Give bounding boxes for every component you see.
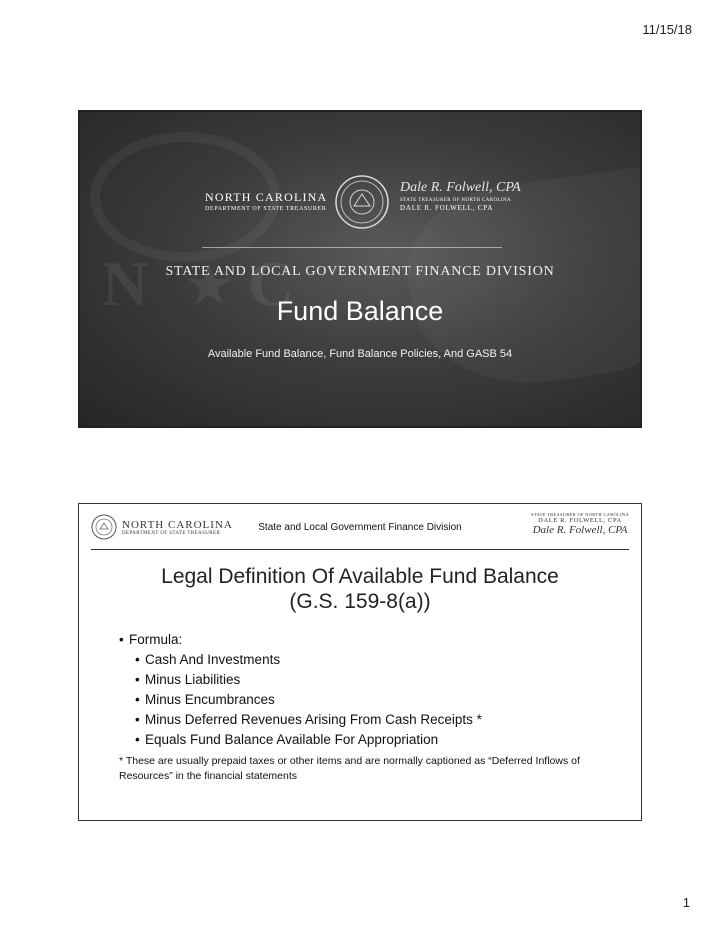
footnote: * These are usually prepaid taxes or other items and are normally captioned as “Deferred Inflows of Resources” in the financial statements: [119, 755, 580, 782]
signature: Dale R. Folwell, CPA: [400, 180, 521, 195]
bullet-icon: •: [135, 732, 140, 747]
logo-state-name: NORTH CAROLINA: [122, 518, 233, 531]
flag-star-icon: ★: [184, 253, 235, 316]
title-slide: [78, 110, 642, 428]
print-date: 11/15/18: [642, 22, 692, 37]
slide-title: Fund Balance: [276, 296, 444, 326]
formula-item: Cash And Investments: [145, 652, 281, 667]
list-item: [135, 670, 482, 690]
treasurer-title: STATE TREASURER OF NORTH CAROLINA: [400, 198, 512, 203]
treasurer-signature-block: [531, 512, 629, 536]
bullet-icon: •: [135, 692, 140, 707]
definition-slide: [78, 503, 642, 821]
bullet-icon: •: [135, 712, 140, 727]
list-item: [119, 630, 482, 650]
logo-state-name: NORTH CAROLINA: [205, 190, 328, 204]
slide-title: [79, 564, 641, 614]
formula-label: Formula:: [129, 632, 183, 647]
title-line-1: Legal Definition Of Available Fund Balance: [161, 565, 559, 588]
list-item: [135, 710, 482, 730]
list-item: [135, 690, 482, 710]
slide-header: State and Local Government Finance Division: [258, 522, 462, 533]
logo-department: DEPARTMENT OF STATE TREASURER: [205, 206, 327, 212]
signature: Dale R. Folwell, CPA: [532, 524, 628, 536]
treasurer-logo: [205, 190, 327, 212]
bullet-icon: •: [135, 672, 140, 687]
formula-list: [119, 630, 482, 750]
division-name: STATE AND LOCAL GOVERNMENT FINANCE DIVISION: [165, 264, 555, 279]
title-line-2: (G.S. 159-8(a)): [289, 590, 431, 613]
treasurer-name: DALE R. FOLWELL, CPA: [538, 517, 622, 524]
divider: [202, 247, 502, 248]
bullet-icon: •: [119, 632, 124, 647]
slide-subtitle: Available Fund Balance, Fund Balance Policies, And GASB 54: [207, 348, 513, 360]
header-divider: [91, 549, 629, 550]
treasurer-title: STATE TREASURER OF NORTH CAROLINA: [531, 512, 629, 517]
list-item: [135, 730, 482, 750]
list-item: [135, 650, 482, 670]
treasurer-signature-block: [400, 180, 521, 212]
logo-department: DEPARTMENT OF STATE TREASURER: [122, 530, 221, 536]
treasurer-name: DALE R. FOLWELL, CPA: [400, 204, 494, 212]
page-number: 1: [682, 895, 690, 910]
flag-letter-n-icon: N: [102, 248, 149, 319]
formula-item: Equals Fund Balance Available For Appropriation: [145, 732, 439, 747]
flag-letter-c-icon: C: [248, 248, 295, 319]
formula-item: Minus Liabilities: [145, 672, 241, 687]
formula-item: Minus Encumbrances: [145, 692, 275, 707]
bullet-icon: •: [135, 652, 140, 667]
state-seal-icon: [334, 174, 390, 230]
formula-item: Minus Deferred Revenues Arising From Cash Receipts *: [145, 712, 482, 727]
